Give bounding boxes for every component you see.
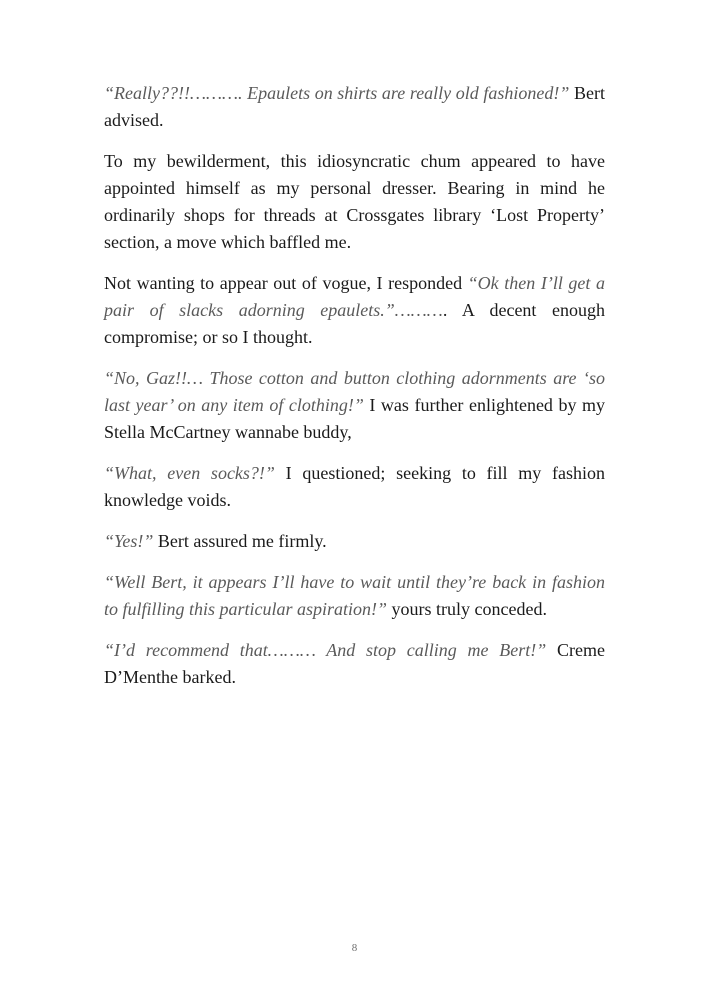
body-text: [104, 80, 605, 705]
dialogue-quote: “What, even socks?!”: [104, 463, 275, 483]
paragraph: [104, 365, 605, 446]
dialogue-quote: “Yes!”: [104, 531, 154, 551]
narration-text: . A decent enough compromise; or so I thought.: [104, 300, 605, 347]
narration-text: Not wanting to appear out of vogue, I responded: [104, 273, 468, 293]
narration-text: I was further enlightened by my Stella McCartney wannabe buddy,: [104, 395, 606, 442]
page-number: 8: [351, 942, 358, 954]
narration-text: yours truly conceded.: [387, 599, 547, 619]
narration-text: To my bewilderment, this idiosyncratic chum appeared to have appointed himself as my personal dresser. Bearing in mind he ordinarily shops for threads at Crossgates library ‘Lost Property’ section, a move which baffled me.: [104, 151, 605, 252]
narration-text: Creme D’Menthe barked.: [104, 640, 605, 687]
paragraph: [104, 569, 605, 623]
dialogue-quote: “Ok then I’ll get a pair of slacks adorning epaulets.”………: [104, 273, 605, 320]
dialogue-quote: “Well Bert, it appears I’ll have to wait until they’re back in fashion to fulfilling this particular aspiration!”: [104, 572, 605, 619]
paragraph: [104, 270, 605, 351]
narration-text: Bert advised.: [104, 83, 605, 130]
dialogue-quote: “No, Gaz!!… Those cotton and button clothing adornments are ‘so last year’ on any item of clothing!”: [104, 368, 605, 415]
dialogue-quote: “I’d recommend that……… And stop calling me Bert!”: [104, 640, 547, 660]
paragraph: [104, 528, 605, 555]
paragraph: [104, 80, 605, 134]
paragraph: [104, 637, 605, 691]
dialogue-quote: “Really??!!………. Epaulets on shirts are really old fashioned!”: [104, 83, 570, 103]
narration-text: Bert assured me firmly.: [153, 531, 327, 551]
paragraph: [104, 460, 605, 514]
paragraph: [104, 148, 605, 256]
narration-text: I questioned; seeking to fill my fashion knowledge voids.: [104, 463, 606, 510]
